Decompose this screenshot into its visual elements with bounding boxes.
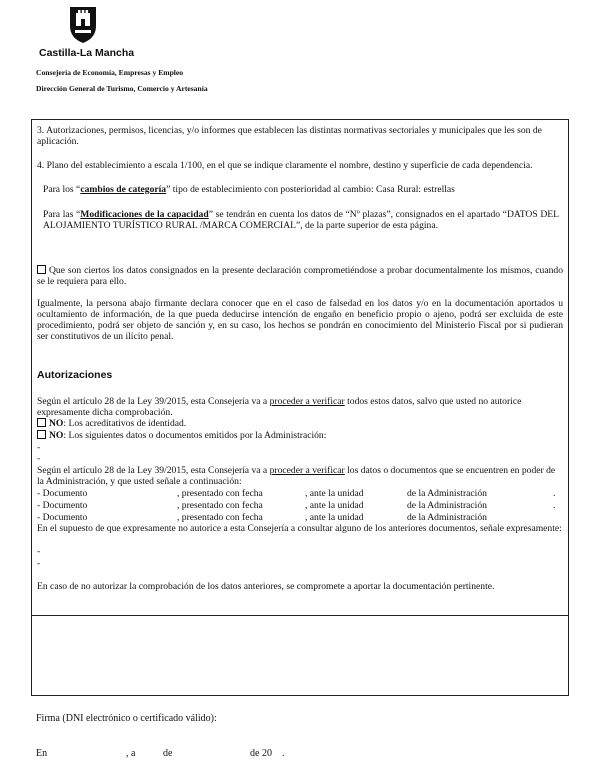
commitment-paragraph: En caso de no autorizar la comprobación de los datos anteriores, se compromete a aportar la documentación pertinente. [37, 581, 495, 592]
declaration-text: Que son ciertos los datos consignados en la presente declaración comprometiéndose a probar documentalmente los mismos, cuando se le requiera para ello. [37, 265, 563, 287]
capacity-change-text: Para las “Modificaciones de la capacidad” se tendrán en cuenta los datos de “Nº plazas”, consignados en el apartado “DATOS DEL ALOJAMIENTO TURÍSTICO RURAL /MARCA COMERCIAL”, de la parte superior de esta página. [43, 209, 559, 231]
crest-icon [66, 4, 100, 44]
directorate-name: Dirección General de Turismo, Comercio y Artesanía [36, 84, 208, 93]
form-box: 3. Autorizaciones, permisos, licencias, y/o informes que establecen las distintas normativas sectoriales y municipales que les son de aplicación. 4. Plano del establecimiento a escala 1/100, en el que se indique claramente el nombre, destino y superficie de cada dependencia. Para los “cambios de categoría” tipo de establecimiento con posterioridad al cambio: Casa Rural: estrellas Para las “Modificaciones de la capacidad” se tendrán en cuenta los datos de “Nº plazas”, consignados en el apartado “DATOS DEL ALOJAMIENTO TURÍSTICO RURAL /MARCA COMERCIAL”, de la parte superior de esta página. Que son ciertos los datos consignados en la presente declaración comprometiéndose a probar documentalmente los mismos, cuando se le requiera para ello. Igualmente, la persona abajo firmante declara conocer que en el caso de falsedad en los datos y/o en la documentación aportados u ocultamiento de información, de la que pueda deducirse intención de engaño en beneficio propio o ajeno, podrá ser excluida de este procedimiento, podrá ser objeto de sanción y, en su caso, los hechos se pondrán en conocimiento del Ministerio Fiscal por si pudieran ser constitutivos de un ilícito penal. Autorizaciones Según el artículo 28 de la Ley 39/2015, esta Consejería va a proceder a verificar todos estos datos, salvo que usted no autorice expresamente dicha comprobación. NO: Los acreditativos de identidad. NO: Los siguientes datos o documentos emitidos por la Administración: - - Según el artículo 28 de la Ley 39/2015, esta Consejería va a proceder a verificar los datos o documentos que se encuentren en poder de la Administración, y que usted señale a continuación: - Documento , presentado con fecha , ante la unidad de la Administración . - Documento , presentado con fecha , ante la unidad de la Administración . - Documento , presentado con fecha , ante la unidad de la Administración En el supuesto de que expresamente no autorice a esta Consejería a consultar alguno de los anteriores documentos, señale expresamente: - - En caso de no autorizar la comprobación de los datos anteriores, se compromete a aportar la documentación pertinente. [31, 119, 569, 696]
dash-line: - [37, 442, 41, 453]
non-authorization-paragraph: En el supuesto de que expresamente no autorice a esta Consejería a consultar alguno de los anteriores documentos, señale expresamente: [37, 523, 562, 534]
dash-line: - [37, 558, 41, 569]
day-label: , a [126, 748, 136, 759]
category-change-text: Para los “cambios de categoría” tipo de establecimiento con posterioridad al cambio: Casa Rural: estrellas [43, 184, 455, 195]
signature-label: Firma (DNI electrónico o certificado válido): [36, 713, 217, 724]
falsity-text: Igualmente, la persona abajo firmante declara conocer que en el caso de falsedad en los datos y/o en la documentación aportados u ocultamiento de información, de la que pueda deducirse intención de engaño en beneficio propio o ajeno, podrá ser excluida de este procedimiento, podrá ser objeto de sanción y, en su caso, los hechos se pondrán en conocimiento del Ministerio Fiscal por si pudieran ser constitutivos de un ilícito penal. [37, 298, 563, 342]
brand-name: Castilla-La Mancha [39, 47, 135, 59]
no-documents-option: NO: Los siguientes datos o documentos emitidos por la Administración: [37, 430, 326, 441]
no-identity-checkbox[interactable] [37, 418, 46, 427]
verification-paragraph-1: Según el artículo 28 de la Ley 39/2015, esta Consejería va a proceder a verificar todos estos datos, salvo que usted no autorice expresamente dicha comprobación. [37, 396, 522, 418]
capacity-change-label: Modificaciones de la capacidad [80, 209, 209, 220]
dash-line: - [37, 546, 41, 557]
month-label: de [163, 748, 173, 759]
verification-paragraph-2: Según el artículo 28 de la Ley 39/2015, esta Consejería va a proceder a verificar los datos o documentos que se encuentren en poder de la Administración, y que usted señale a continuación: [37, 465, 556, 487]
category-change-label: cambios de categoría [80, 184, 167, 195]
declaration-checkbox[interactable] [37, 265, 46, 274]
autorizaciones-heading: Autorizaciones [37, 369, 113, 381]
no-documents-checkbox[interactable] [37, 430, 46, 439]
item-4: 4. Plano del establecimiento a escala 1/100, en el que se indique claramente el nombre, destino y superficie de cada dependencia. [37, 160, 533, 171]
divider [32, 615, 568, 616]
place-label: En [36, 748, 48, 759]
no-identity-option: NO: Los acreditativos de identidad. [37, 418, 186, 429]
dash-line: - [37, 453, 41, 464]
year-label: de 20 [250, 748, 272, 759]
final-dot: . [282, 748, 285, 759]
department-name: Consejería de Economía, Empresas y Empleo [36, 68, 184, 77]
item-3: 3. Autorizaciones, permisos, licencias, y/o informes que establecen las distintas normativas sectoriales y municipales que les son de aplicación. [37, 125, 542, 147]
